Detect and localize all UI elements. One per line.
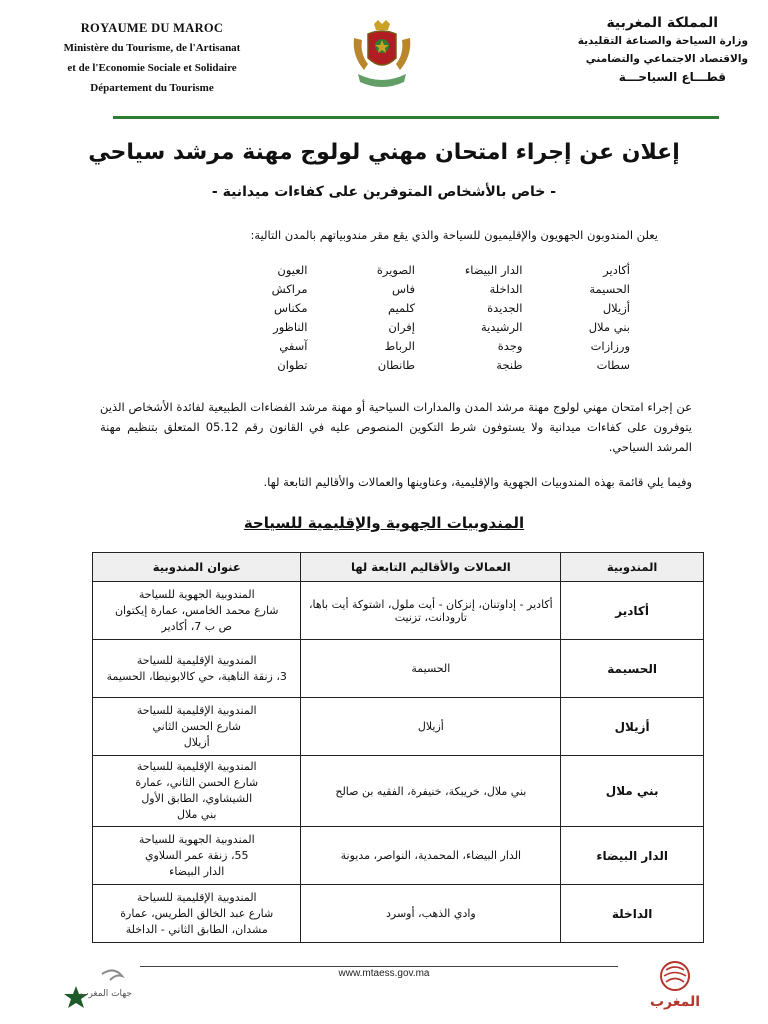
address-line: 3، زنقة الناهية، حي كالابونيطا، الحسيمة — [106, 669, 287, 683]
delegation-address — [93, 885, 301, 943]
letterhead — [0, 0, 768, 122]
delegation-name: أزيلال — [561, 698, 704, 756]
french-letterhead — [22, 18, 282, 98]
announcement-title: إعلان عن إجراء امتحان مهني لولوج مهنة مرشد سياحي — [88, 140, 680, 165]
city-item: الناظور — [273, 320, 308, 334]
department-ar: قطـــاع السياحـــة — [618, 70, 726, 84]
table-title-text: المندوبيات الجهوية والإقليمية للسياحة — [243, 514, 525, 532]
city-item: إفران — [388, 320, 415, 334]
cities-list — [200, 262, 630, 373]
department-fr: Département du Tourisme — [90, 82, 214, 94]
regions-logo-text: جهات المغرب — [79, 989, 132, 999]
address-line: الشيشاوي، الطابق الأول — [141, 792, 253, 805]
footer-url: www.mtaess.gov.ma — [338, 968, 430, 979]
royal-coat-of-arms-icon — [348, 20, 416, 90]
delegation-name: أكادير — [561, 582, 704, 640]
delegation-provinces: الدار البيضاء، المحمدية، النواصر، مديونة — [301, 827, 561, 885]
header-address: عنوان المندوبية — [93, 553, 301, 582]
address-line: ص ب 7، أكادير — [161, 619, 232, 633]
body-paragraph: عن إجراء امتحان مهني لولوج مهنة مرشد المدن والمدارات السياحية أو مهنة مرشد الفضاءات الطبيعية لفائدة الأشخاص الذين يتوفرون على كفاءات ميدانية ولا يستوفون شرط التكوين المنصوص عليه في القانون رقم 05.12 المتعلق بتنظيم مهنة المرشد السياحي. — [100, 400, 692, 454]
city-item: بني ملال — [588, 320, 630, 334]
ministry-ar-line1: وزارة السياحة والصناعة التقليدية — [577, 35, 748, 47]
city-item: مكناس — [273, 301, 308, 315]
address-line: مشدان، الطابق الثاني - الداخلة — [125, 922, 268, 936]
address-line: 55، زنقة عمر السلاوي — [144, 848, 249, 862]
delegation-provinces: بني ملال، خريبكة، خنيفرة، الفقيه بن صالح — [301, 756, 561, 827]
regions-logo-icon — [62, 962, 132, 1014]
delegation-name: الحسيمة — [561, 640, 704, 698]
city-item: الداخلة — [489, 282, 523, 296]
city-item: طانطان — [377, 358, 415, 372]
address-line: شارع الحسن الثاني — [152, 719, 241, 733]
delegation-address — [93, 640, 301, 698]
table-row — [93, 640, 704, 698]
city-item: كلميم — [387, 301, 415, 315]
city-item: مراكش — [271, 282, 308, 296]
address-line: أزيلال — [183, 735, 210, 749]
table-row — [93, 756, 704, 827]
city-item: آسفي — [279, 339, 308, 353]
city-item: الحسيمة — [589, 282, 630, 296]
table-header-row — [93, 553, 704, 582]
city-item: طنجة — [496, 358, 523, 372]
morocco-brand-logo — [640, 960, 710, 1016]
intro-text: يعلن المندوبون الجهويون والإقليميون للسياحة والذي يقع مقر مندوبياتهم بالمدن التالية: — [250, 228, 658, 242]
address-line: المندوبية الإقليمية للسياحة — [136, 703, 257, 717]
address-line: المندوبية الإقليمية للسياحة — [136, 653, 257, 667]
delegations-table — [92, 552, 704, 943]
table-row — [93, 582, 704, 640]
header-delegation: المندوبية — [561, 553, 704, 582]
city-item: الجديدة — [487, 301, 523, 315]
delegation-name: الدار البيضاء — [561, 827, 704, 885]
delegation-address — [93, 582, 301, 640]
table-title — [60, 514, 708, 532]
address-line: الدار البيضاء — [169, 864, 225, 878]
city-item: تطوان — [277, 358, 308, 372]
kingdom-fr: ROYAUME DU MAROC — [80, 21, 224, 35]
delegation-address — [93, 698, 301, 756]
ministry-ar-line2: والاقتصاد الاجتماعي والتضامني — [585, 53, 748, 65]
arabic-letterhead — [508, 14, 748, 86]
address-line: شارع محمد الخامس، عمارة إيكتوان — [114, 603, 279, 617]
city-item: ورزازات — [590, 339, 630, 353]
kingdom-ar: المملكة المغربية — [606, 15, 718, 31]
city-item: فاس — [391, 282, 415, 296]
ministry-fr-line2: et de l'Economie Sociale et Solidaire — [67, 62, 237, 74]
morocco-star-icon — [640, 960, 710, 994]
city-item: الصويرة — [376, 263, 415, 277]
delegation-provinces: وادي الذهب، أوسرد — [301, 885, 561, 943]
header-divider — [113, 116, 719, 119]
footer-divider — [140, 966, 618, 967]
delegation-provinces: أزيلال — [301, 698, 561, 756]
address-line: المندوبية الجهوية للسياحة — [138, 587, 255, 601]
delegation-name: بني ملال — [561, 756, 704, 827]
address-line: المندوبية الإقليمية للسياحة — [136, 760, 257, 773]
city-item: أزيلال — [602, 301, 630, 315]
header-provinces: العمالات والأقاليم التابعة لها — [301, 553, 561, 582]
city-item: الدار البيضاء — [464, 263, 523, 277]
city-item: أكادير — [603, 263, 630, 277]
address-line: شارع الحسن الثاني، عمارة — [135, 776, 259, 789]
delegation-address — [93, 756, 301, 827]
city-item: الرشيدية — [480, 320, 523, 334]
table-row — [93, 827, 704, 885]
ministry-fr-line1: Ministère du Tourisme, de l'Artisanat — [63, 42, 241, 54]
table-row — [93, 885, 704, 943]
city-item: الرباط — [384, 339, 415, 353]
city-item: العيون — [277, 263, 308, 277]
delegation-address — [93, 827, 301, 885]
address-line: المندوبية الإقليمية للسياحة — [136, 890, 257, 904]
announcement-subtitle: - خاص بالأشخاص المتوفرين على كفاءات ميدانية - — [211, 184, 557, 200]
address-line: بني ملال — [176, 808, 217, 821]
delegation-provinces: الحسيمة — [301, 640, 561, 698]
delegation-name: الداخلة — [561, 885, 704, 943]
table-row — [93, 698, 704, 756]
address-line: شارع عبد الخالق الطريس، عمارة — [120, 906, 274, 920]
city-item: وجدة — [497, 339, 523, 353]
list-lead-paragraph: وفيما يلي قائمة بهذه المندوبيات الجهوية والإقليمية، وعناوينها والعمالات والأقاليم التابعة لها. — [263, 475, 692, 489]
city-item: سطات — [596, 358, 630, 372]
morocco-logo-text: المغرب — [649, 994, 701, 1010]
delegation-provinces: أكادير - إداوتنان، إنزكان - أيت ملول، اشتوكة أيت باها، تارودانت، تزنيت — [301, 582, 561, 640]
address-line: المندوبية الجهوية للسياحة — [138, 832, 255, 846]
